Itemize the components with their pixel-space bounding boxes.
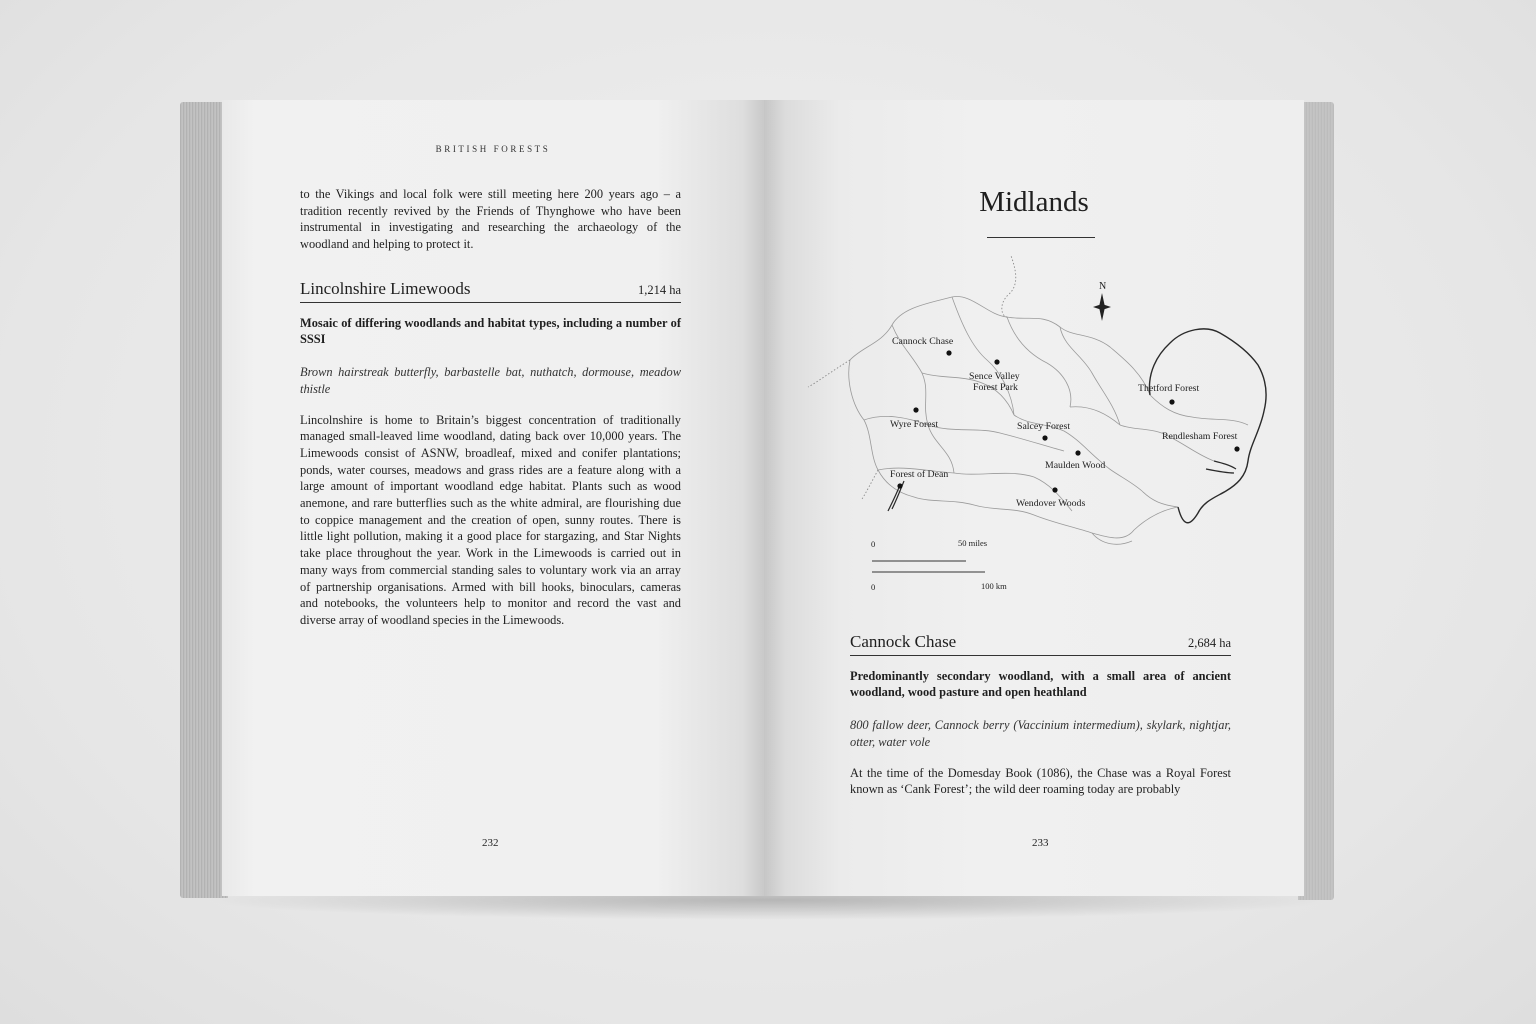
left-page [222, 100, 764, 896]
entry-heading [850, 634, 1231, 656]
location-wendover-woods [1016, 487, 1085, 509]
map-scale-bar [871, 538, 1007, 592]
svg-text:100 km: 100 km [981, 581, 1007, 591]
svg-text:Thetford Forest: Thetford Forest [1138, 383, 1200, 394]
page-number: 232 [482, 837, 499, 849]
entry-body: Lincolnshire is home to Britain’s biggest concentration of traditionally managed small-leaved lime woodland, dating back over 10,000 years. The Limewoods consist of ASNW, broadleaf, mixed and conifer plantations; ponds, water courses, meadows and grass rides are a feature along with a large amount of important woodland edge habitat. Plants such as wood anemone, and rare butterflies such as the white admiral, are flourishing due to coppice management and the creation of open, sunny routes. There is little light pollution, making it a good place for stargazing, and Star Nights take place throughout the year. Work in the Limewoods is carried out in many ways from commercial standing sales to voluntary work via an array of partnership organisations. Armed with bill hooks, binoculars, cameras and notebooks, the volunteers help to monitor and record the vast and diverse array of woodland species in the Limewoods. [300, 412, 681, 627]
entry-title: Cannock Chase [850, 632, 957, 651]
entry-species: 800 fallow deer, Cannock berry (Vaccinium intermedium), skylark, nightjar, otter, water vole [850, 718, 1231, 749]
entry-area: 2,684 ha [1187, 636, 1231, 650]
svg-text:Sence Valley: Sence Valley [969, 371, 1020, 382]
coastline [1149, 329, 1266, 523]
svg-text:Rendlesham Forest: Rendlesham Forest [1162, 431, 1238, 442]
entry-body: At the time of the Domesday Book (1086), the Chase was a Royal Forest known as ‘Cank Forest’; the wild deer roaming today are probably [850, 765, 1231, 797]
location-sence-valley [969, 359, 1020, 393]
svg-text:0: 0 [871, 539, 876, 549]
location-salcey-forest [1017, 421, 1070, 441]
location-rendlesham-forest [1162, 431, 1240, 452]
entry-area: 1,214 ha [637, 283, 681, 297]
svg-text:0: 0 [871, 582, 876, 592]
intro-paragraph [300, 186, 681, 253]
entry-species: Brown hairstreak butterfly, barbastelle bat, nuthatch, dormouse, meadow thistle [300, 365, 681, 396]
entry-subtitle: Mosaic of differing woodlands and habitat types, including a number of SSSI [300, 315, 681, 347]
right-page [764, 100, 1304, 896]
compass-icon [1093, 281, 1111, 321]
location-thetford-forest [1138, 383, 1199, 405]
location-maulden-wood [1045, 450, 1105, 471]
section-rule [987, 237, 1095, 238]
svg-text:N: N [1099, 281, 1107, 292]
svg-text:Forest Park: Forest Park [973, 382, 1018, 393]
location-cannock-chase [892, 336, 954, 356]
entry-subtitle: Predominantly secondary woodland, with a small area of ancient woodland, wood pasture and open heathland [850, 668, 1231, 700]
midlands-map [802, 255, 1272, 595]
page-number: 233 [1032, 837, 1049, 849]
section-title: Midlands [979, 186, 1089, 218]
entry-lincolnshire-limewoods [300, 281, 681, 629]
entry-title: Lincolnshire Limewoods [300, 279, 471, 298]
svg-text:Wendover Woods: Wendover Woods [1016, 498, 1086, 509]
entry-heading [300, 281, 681, 303]
running-head: BRITISH FORESTS [435, 144, 551, 154]
location-wyre-forest [890, 407, 938, 430]
entry-cannock-chase [850, 634, 1231, 798]
svg-text:Salcey Forest: Salcey Forest [1017, 421, 1071, 432]
svg-text:Maulden Wood: Maulden Wood [1045, 460, 1106, 471]
svg-text:50 miles: 50 miles [958, 538, 988, 548]
intro-text: to the Vikings and local folk were still meeting here 200 years ago – a tradition recently revived by the Friends of Thynghowe who have been instrumental in investigating and researching the archaeology of the woodland and helping to protect it. [300, 187, 681, 252]
svg-text:Cannock Chase: Cannock Chase [892, 336, 954, 347]
location-forest-of-dean [890, 469, 948, 489]
svg-text:Forest of Dean: Forest of Dean [890, 469, 949, 480]
svg-text:Wyre Forest: Wyre Forest [890, 419, 939, 430]
left-page-edges [180, 102, 228, 898]
